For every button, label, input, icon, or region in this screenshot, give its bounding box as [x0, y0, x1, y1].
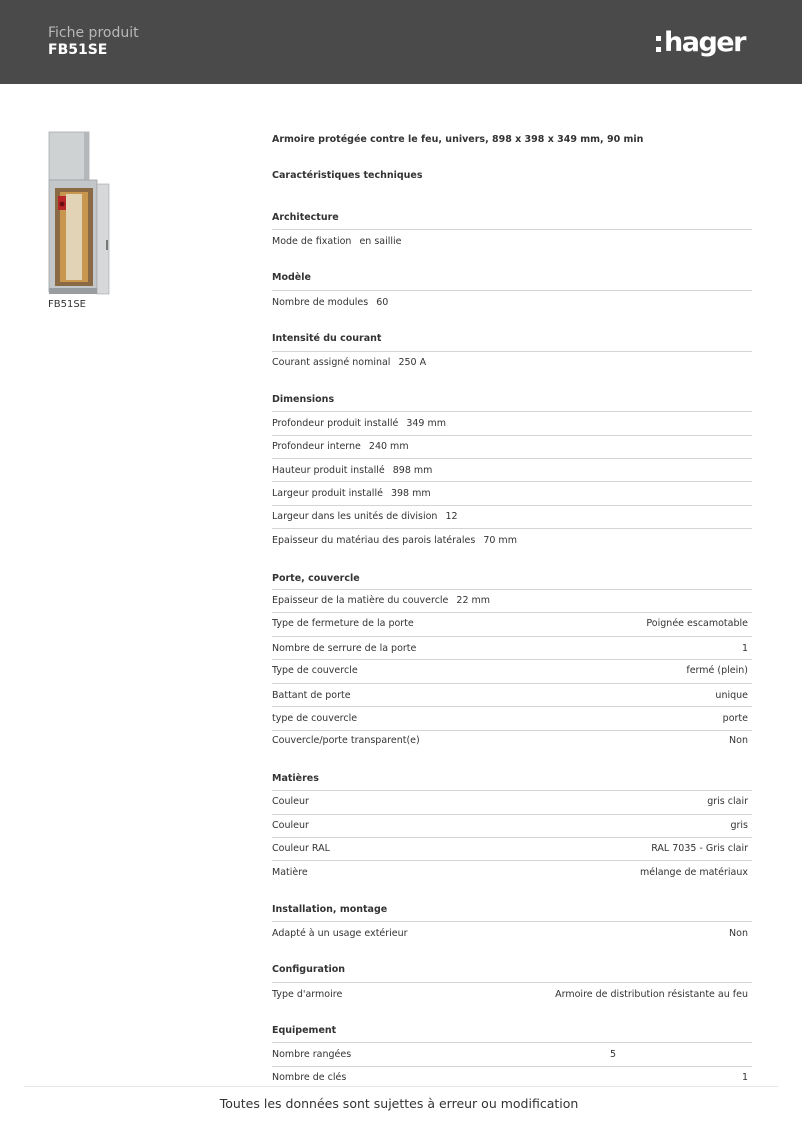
row-rule: [272, 659, 752, 660]
spec-row: [272, 488, 752, 499]
spec-label: Type de couvercle: [272, 665, 358, 676]
row-rule: [272, 730, 752, 731]
logo-dots-icon: [656, 36, 661, 52]
product-image-caption: FB51SE: [48, 299, 87, 310]
spec-label: Epaisseur du matériau des parois latérales: [272, 535, 476, 546]
section-rule: [272, 411, 752, 412]
section-heading-architecture: Architecture: [272, 212, 339, 223]
row-rule: [272, 683, 752, 684]
section-rule: [272, 589, 752, 590]
spec-row: [272, 665, 752, 676]
header-reference: FB51SE: [48, 42, 108, 58]
spec-value: 240 mm: [368, 441, 409, 452]
spec-label: Largeur produit installé: [272, 488, 383, 499]
spec-value: Armoire de distribution résistante au feu: [555, 989, 748, 1000]
spec-value: gris: [730, 820, 748, 831]
spec-label: Couleur RAL: [272, 843, 330, 854]
row-rule: [272, 612, 752, 613]
spec-label: Profondeur interne: [272, 441, 361, 452]
spec-value: en saillie: [359, 236, 402, 247]
section-heading-dimensions: Dimensions: [272, 394, 335, 405]
footer-rule: [24, 1086, 778, 1087]
row-rule: [272, 1066, 752, 1067]
product-title: Armoire protégée contre le feu, univers, 898 x 398 x 349 mm, 90 min: [272, 134, 644, 145]
spec-value: Poignée escamotable: [646, 618, 748, 629]
spec-row: [272, 796, 752, 807]
spec-value: 349 mm: [406, 418, 446, 429]
spec-value: Non: [729, 735, 748, 746]
spec-value: RAL 7035 - Gris clair: [651, 843, 748, 854]
spec-row: [272, 690, 752, 701]
spec-row: [272, 928, 752, 939]
spec-row: [272, 867, 752, 878]
row-rule: [272, 860, 752, 861]
spec-label: Couvercle/porte transparent(e): [272, 735, 420, 746]
spec-row: [272, 618, 752, 629]
row-rule: [272, 837, 752, 838]
spec-row: [272, 989, 752, 1000]
row-rule: [272, 435, 752, 436]
spec-label: Nombre rangées: [272, 1049, 352, 1060]
section-rule: [272, 921, 752, 922]
spec-value: fermé (plein): [686, 665, 748, 676]
section-rule: [272, 290, 752, 291]
spec-value: unique: [715, 690, 748, 701]
spec-label: Couleur: [272, 820, 309, 831]
row-rule: [272, 528, 752, 529]
spec-row: [272, 843, 752, 854]
hager-logo: [656, 26, 745, 58]
spec-value: 60: [376, 297, 389, 308]
logo-wordmark: hager: [664, 26, 745, 58]
footer-disclaimer: Toutes les données sont sujettes à erreur ou modification: [219, 1096, 579, 1111]
spec-row: [272, 1072, 752, 1083]
spec-label: Profondeur produit installé: [272, 418, 399, 429]
spec-value: 1: [741, 643, 748, 654]
spec-row: [272, 735, 752, 746]
section-rule: [272, 229, 752, 230]
spec-value: gris clair: [707, 796, 748, 807]
spec-value: 250 A: [398, 357, 427, 368]
spec-label: Type de fermeture de la porte: [272, 618, 414, 629]
section-rule: [272, 790, 752, 791]
spec-label: Battant de porte: [272, 690, 351, 701]
section-heading-equipement: Equipement: [272, 1025, 337, 1036]
spec-value: 1: [741, 1072, 748, 1083]
section-rule: [272, 1042, 752, 1043]
spec-value: 898 mm: [392, 465, 433, 476]
spec-row: [272, 643, 752, 654]
section-heading-modele: Modèle: [272, 272, 311, 283]
spec-label: Couleur: [272, 796, 309, 807]
spec-value: 22 mm: [456, 595, 491, 606]
spec-row: [272, 1049, 752, 1060]
spec-label: Nombre de modules: [272, 297, 369, 308]
section-heading-matieres: Matières: [272, 773, 319, 784]
spec-label: Nombre de clés: [272, 1072, 347, 1083]
section-rule: [272, 982, 752, 983]
spec-value: mélange de matériaux: [639, 867, 748, 878]
section-heading-intensite: Intensité du courant: [272, 333, 382, 344]
page-header: [0, 0, 802, 84]
section-rule: [272, 351, 752, 352]
spec-label: Mode de fixation: [272, 236, 352, 247]
spec-row: [272, 297, 752, 308]
specs-heading: Caractéristiques techniques: [272, 170, 423, 181]
spec-label: Matière: [272, 867, 308, 878]
spec-value: porte: [722, 713, 748, 724]
spec-label: Hauteur produit installé: [272, 465, 385, 476]
spec-value: Non: [729, 928, 748, 939]
spec-row: [272, 236, 752, 247]
section-heading-configuration: Configuration: [272, 964, 346, 975]
row-rule: [272, 458, 752, 459]
row-rule: [272, 706, 752, 707]
spec-label: Courant assigné nominal: [272, 357, 391, 368]
header-subtitle: Fiche produit: [48, 25, 139, 41]
spec-row: [272, 535, 752, 546]
spec-row: [272, 357, 752, 368]
spec-label: Adapté à un usage extérieur: [272, 928, 408, 939]
spec-label: Largeur dans les unités de division: [272, 511, 438, 522]
spec-row: [272, 713, 752, 724]
spec-row: [272, 511, 752, 522]
row-rule: [272, 505, 752, 506]
spec-label: Nombre de serrure de la porte: [272, 643, 417, 654]
spec-value: 398 mm: [390, 488, 431, 499]
spec-label: type de couvercle: [272, 713, 358, 724]
spec-label: Epaisseur de la matière du couvercle: [272, 595, 449, 606]
row-rule: [272, 636, 752, 637]
spec-row: [272, 418, 752, 429]
spec-value: 12: [445, 511, 458, 522]
spec-value: 5: [610, 1049, 617, 1060]
spec-row: [272, 441, 752, 452]
row-rule: [272, 814, 752, 815]
spec-row: [272, 595, 752, 606]
product-image: [46, 130, 112, 296]
spec-label: Type d'armoire: [272, 989, 343, 1000]
row-rule: [272, 481, 752, 482]
spec-row: [272, 465, 752, 476]
spec-value: 70 mm: [483, 535, 517, 546]
section-heading-installation: Installation, montage: [272, 904, 388, 915]
spec-row: [272, 820, 752, 831]
section-heading-porte: Porte, couvercle: [272, 573, 360, 584]
